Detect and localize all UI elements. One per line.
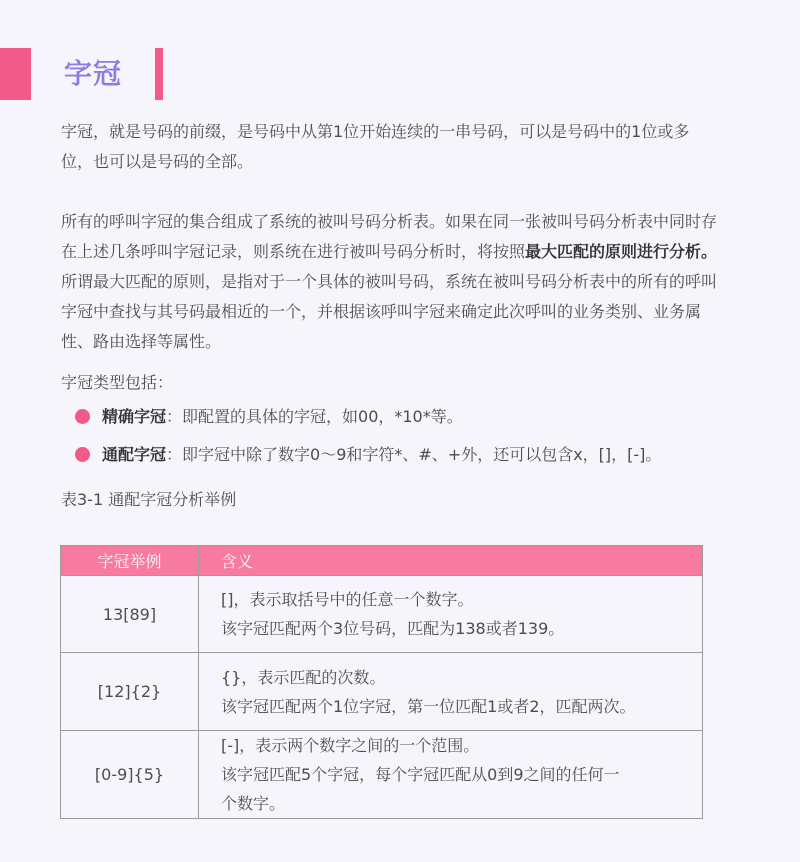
list-item: [72, 436, 752, 474]
prefix-example-cell: [0-9]{5}: [61, 731, 199, 819]
meaning-line: {}，表示匹配的次数。: [221, 667, 386, 687]
meaning-cell: [199, 576, 703, 653]
table-header-row: [61, 546, 703, 576]
prefix-example-cell: 13[89]: [61, 576, 199, 653]
meaning-line: [-]，表示两个数字之间的一个范围。: [221, 736, 480, 755]
wildcard-prefix-table: [60, 545, 703, 819]
table-row: [61, 653, 703, 731]
matching-rule-paragraph: [61, 207, 721, 357]
list-item-desc: ：即配置的具体的字冠，如00，*10*等。: [166, 407, 463, 426]
title-accent-bar-right: [155, 48, 163, 100]
title-accent-bar-left: [0, 48, 31, 100]
column-header-example: 字冠举例: [61, 546, 199, 576]
intro-paragraph: 字冠，就是号码的前缀，是号码中从第1位开始连续的一串号码，可以是号码中的1位或多位，也可以是号码的全部。: [61, 122, 690, 171]
prefix-example-cell: [12]{2}: [61, 653, 199, 731]
table-row: [61, 576, 703, 653]
column-header-meaning: 含义: [199, 546, 703, 576]
meaning-line: 该字冠匹配5个字冠，每个字冠匹配从0到9之间的任何一: [221, 765, 620, 784]
list-item-term: 精确字冠: [102, 407, 167, 426]
meaning-line: 该字冠匹配两个1位字冠，第一位匹配1或者2，匹配两次。: [221, 696, 636, 716]
paragraph-text: 所谓最大匹配的原则，是指对于一个具体的被叫号码，系统在被叫号码分析表中的所有的呼叫字冠中查找与其号码最相近的一个，并根据该呼叫字冠来确定此次呼叫的业务类别、业务属性、路由选择等属性。: [61, 272, 718, 351]
meaning-cell: [199, 653, 703, 731]
table-row: [61, 731, 703, 819]
table-caption: 表3-1 通配字冠分析举例: [61, 490, 237, 509]
meaning-line: 个数字。: [221, 794, 286, 813]
prefix-types-intro: 字冠类型包括：: [61, 373, 174, 392]
bullet-dot-icon: [75, 447, 90, 462]
list-item-term: 通配字冠: [102, 445, 167, 464]
section-title: 字冠: [64, 57, 123, 90]
paragraph-text: 所有的呼叫字冠的集合组成了系统的被叫号码分析表。如果在同一张被叫号码分析表中同时存在上述几条呼叫字冠记录，则系统在进行被叫号码分析时，将按照: [61, 212, 718, 261]
meaning-line: 该字冠匹配两个3位号码，匹配为138或者139。: [221, 619, 565, 638]
list-item: [72, 398, 752, 436]
meaning-cell: [199, 731, 703, 819]
list-item-desc: ：即字冠中除了数字0～9和字符*、#、+外，还可以包含x，[]，[-]。: [166, 445, 662, 464]
prefix-type-list: [72, 398, 752, 474]
bullet-dot-icon: [75, 409, 90, 424]
emphasis-text: 最大匹配的原则进行分析。: [525, 242, 718, 261]
meaning-line: []，表示取括号中的任意一个数字。: [221, 590, 474, 609]
